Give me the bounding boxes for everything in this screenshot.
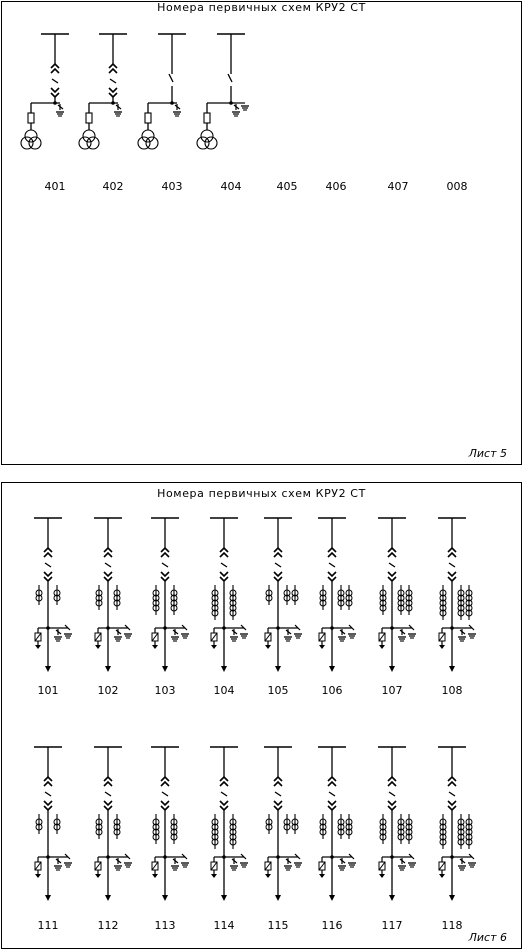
sheet-5-title: Номера первичных схем КРУ2 СТ <box>157 1 366 14</box>
scheme-number-405: 405 <box>276 180 298 193</box>
scheme-number-402: 402 <box>102 180 124 193</box>
scheme-102 <box>94 518 132 672</box>
scheme-number-111: 111 <box>37 919 59 932</box>
scheme-number-103: 103 <box>154 684 176 697</box>
scheme-number-403: 403 <box>161 180 183 193</box>
scheme-number-102: 102 <box>97 684 119 697</box>
scheme-number-118: 118 <box>441 919 463 932</box>
scheme-106 <box>318 518 356 672</box>
scheme-104 <box>210 518 248 672</box>
scheme-number-107: 107 <box>381 684 403 697</box>
scheme-number-407: 407 <box>387 180 409 193</box>
scheme-105 <box>264 518 302 672</box>
scheme-number-106: 106 <box>321 684 343 697</box>
sheet-6-number: Лист 6 <box>468 931 507 944</box>
scheme-number-104: 104 <box>213 684 235 697</box>
scheme-116 <box>318 747 356 901</box>
scheme-number-115: 115 <box>267 919 289 932</box>
scheme-115 <box>264 747 302 901</box>
sheet-6-frame <box>1 482 522 949</box>
scheme-107 <box>378 518 416 672</box>
scheme-number-401: 401 <box>44 180 66 193</box>
scheme-101 <box>34 518 72 672</box>
scheme-number-008: 008 <box>446 180 468 193</box>
scheme-401 <box>21 34 69 149</box>
scheme-118 <box>438 747 476 901</box>
scheme-113 <box>151 747 189 901</box>
scheme-114 <box>210 747 248 901</box>
scheme-112 <box>94 747 132 901</box>
scheme-number-116: 116 <box>321 919 343 932</box>
scheme-number-117: 117 <box>381 919 403 932</box>
scheme-number-108: 108 <box>441 684 463 697</box>
scheme-402 <box>79 34 127 149</box>
sheet-5-schematics <box>2 2 521 464</box>
scheme-number-406: 406 <box>325 180 347 193</box>
scheme-number-101: 101 <box>37 684 59 697</box>
sheet-6-title: Номера первичных схем КРУ2 СТ <box>157 487 366 500</box>
scheme-number-404: 404 <box>220 180 242 193</box>
sheet-5-frame <box>1 1 522 465</box>
sheet-5-number: Лист 5 <box>468 447 507 460</box>
scheme-404 <box>197 34 249 149</box>
scheme-108 <box>438 518 476 672</box>
scheme-number-114: 114 <box>213 919 235 932</box>
scheme-103 <box>151 518 189 672</box>
scheme-111 <box>34 747 72 901</box>
scheme-number-112: 112 <box>97 919 119 932</box>
scheme-403 <box>138 34 186 149</box>
scheme-117 <box>378 747 416 901</box>
scheme-number-113: 113 <box>154 919 176 932</box>
scheme-number-105: 105 <box>267 684 289 697</box>
sheet-6-schematics <box>2 483 521 948</box>
